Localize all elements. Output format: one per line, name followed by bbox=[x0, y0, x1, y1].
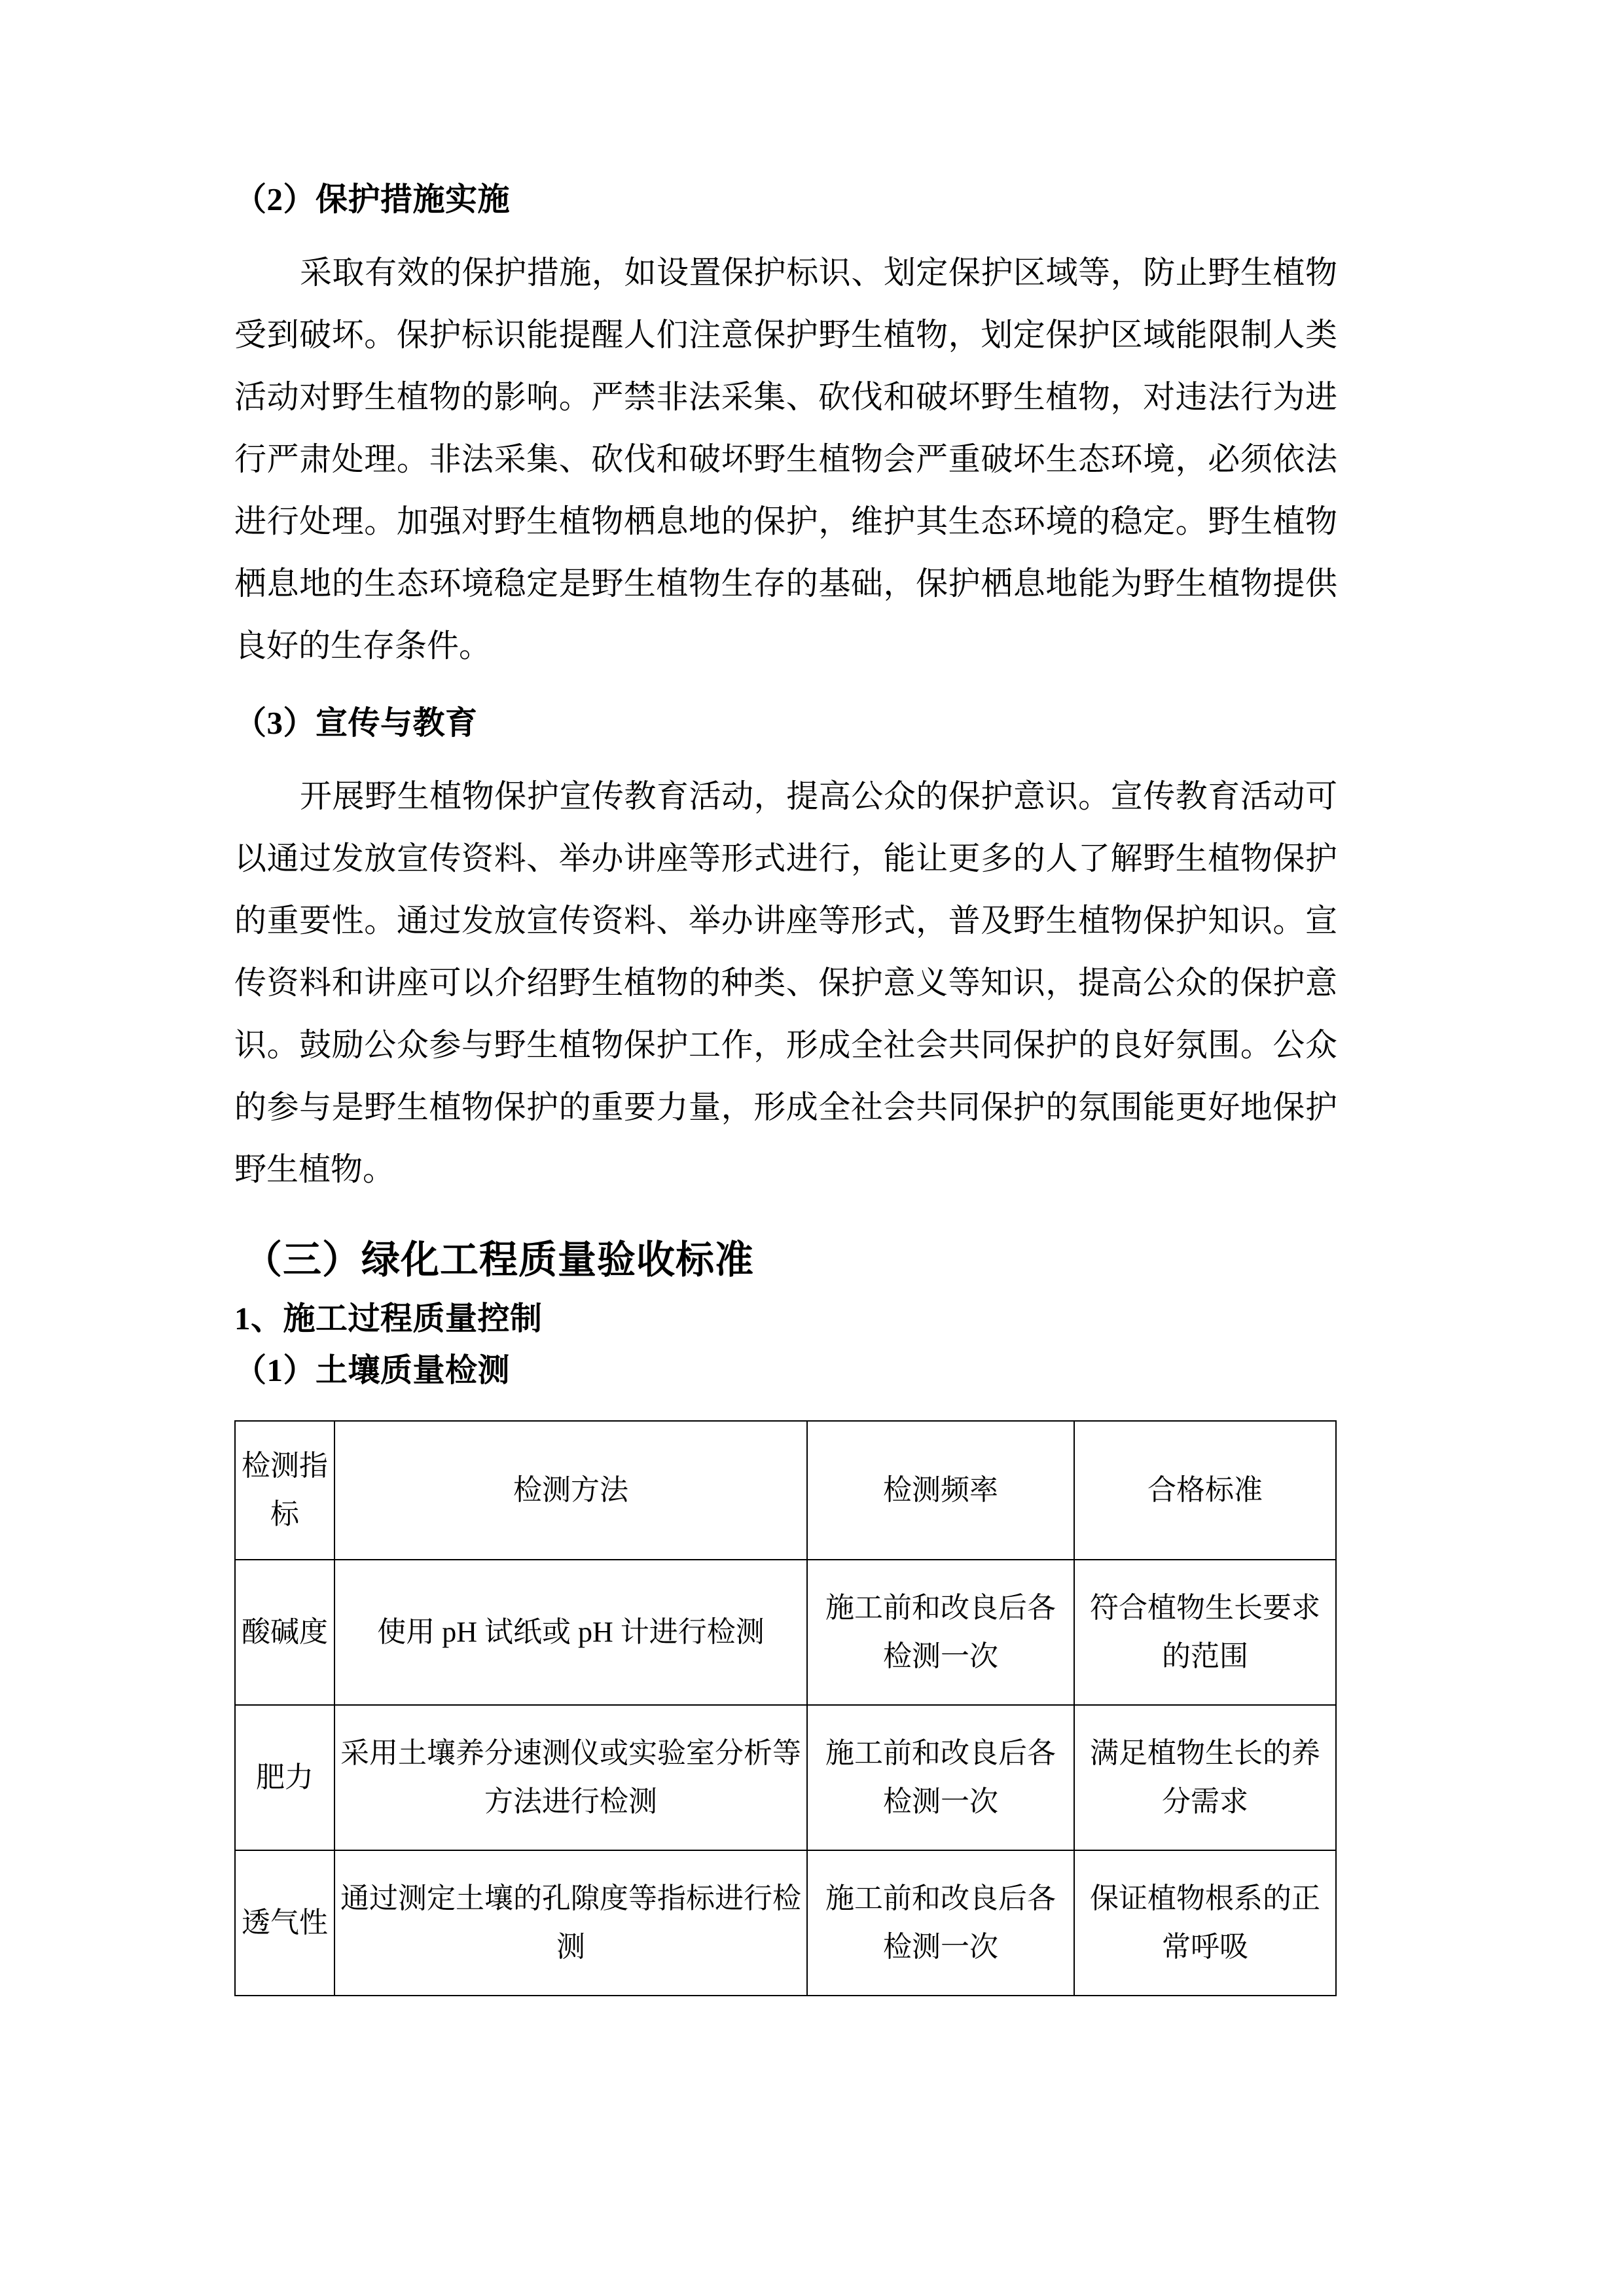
cell-standard: 满足植物生长的养分需求 bbox=[1074, 1705, 1336, 1850]
heading-construction-quality-control: 1、施工过程质量控制 bbox=[234, 1300, 543, 1336]
table-header-standard: 合格标准 bbox=[1074, 1421, 1336, 1560]
heading-publicity-education: （3）宣传与教育 bbox=[234, 705, 478, 741]
table-header-method: 检测方法 bbox=[334, 1421, 807, 1560]
cell-frequency: 施工前和改良后各检测一次 bbox=[807, 1850, 1074, 1996]
paragraph-publicity-education: 开展野生植物保护宣传教育活动，提高公众的保护意识。宣传教育活动可以通过发放宣传资料、举办讲座等形式进行，能让更多的人了解野生植物保护的重要性。通过发放宣传资料、举办讲座等形式，普及野生植物保护知识。宣传资料和讲座可以介绍野生植物的种类、保护意义等知识，提高公众的保护意识。鼓励公众参与野生植物保护工作，形成全社会共同保护的良好氛围。公众的参与是野生植物保护的重要力量，形成全社会共同保护的氛围能更好地保护野生植物。 bbox=[234, 778, 1337, 1187]
paragraph-protection-measures: 采取有效的保护措施，如设置保护标识、划定保护区域等，防止野生植物受到破坏。保护标识能提醒人们注意保护野生植物，划定保护区域能限制人类活动对野生植物的影响。严禁非法采集、砍伐和破坏野生植物，对违法行为进行严肃处理。非法采集、砍伐和破坏野生植物会严重破坏生态环境，必须依法进行处理。加强对野生植物栖息地的保护，维护其生态环境的稳定。野生植物栖息地的生态环境稳定是野生植物生存的基础，保护栖息地能为野生植物提供良好的生存条件。 bbox=[234, 255, 1337, 664]
cell-standard: 保证植物根系的正常呼吸 bbox=[1074, 1850, 1336, 1996]
table-row bbox=[235, 1850, 1336, 1996]
table-header-frequency: 检测频率 bbox=[807, 1421, 1074, 1560]
table-row bbox=[235, 1560, 1336, 1705]
page-content bbox=[234, 183, 1337, 1996]
spacer bbox=[234, 1335, 1337, 1354]
cell-indicator: 酸碱度 bbox=[235, 1560, 334, 1705]
table-row bbox=[235, 1705, 1336, 1850]
table-header-indicator: 检测指标 bbox=[235, 1421, 334, 1560]
cell-standard: 符合植物生长要求的范围 bbox=[1074, 1560, 1336, 1705]
spacer bbox=[234, 219, 1337, 242]
cell-method: 使用 pH 试纸或 pH 计进行检测 bbox=[334, 1560, 807, 1705]
spacer bbox=[234, 677, 1337, 707]
heading-protection-measures: （2）保护措施实施 bbox=[234, 181, 511, 217]
cell-method: 采用土壤养分速测仪或实验室分析等方法进行检测 bbox=[334, 1705, 807, 1850]
cell-indicator: 肥力 bbox=[235, 1705, 334, 1850]
spacer bbox=[234, 1200, 1337, 1238]
heading-soil-quality-test: （1）土壤质量检测 bbox=[234, 1352, 511, 1388]
table-header-row bbox=[235, 1421, 1336, 1560]
spacer bbox=[234, 743, 1337, 765]
spacer bbox=[234, 1283, 1337, 1302]
cell-frequency: 施工前和改良后各检测一次 bbox=[807, 1705, 1074, 1850]
soil-quality-table bbox=[234, 1420, 1337, 1996]
cell-frequency: 施工前和改良后各检测一次 bbox=[807, 1560, 1074, 1705]
spacer bbox=[234, 1390, 1337, 1420]
cell-method: 通过测定土壤的孔隙度等指标进行检测 bbox=[334, 1850, 807, 1996]
heading-greening-acceptance-standard: （三）绿化工程质量验收标准 bbox=[244, 1238, 755, 1282]
cell-indicator: 透气性 bbox=[235, 1850, 334, 1996]
